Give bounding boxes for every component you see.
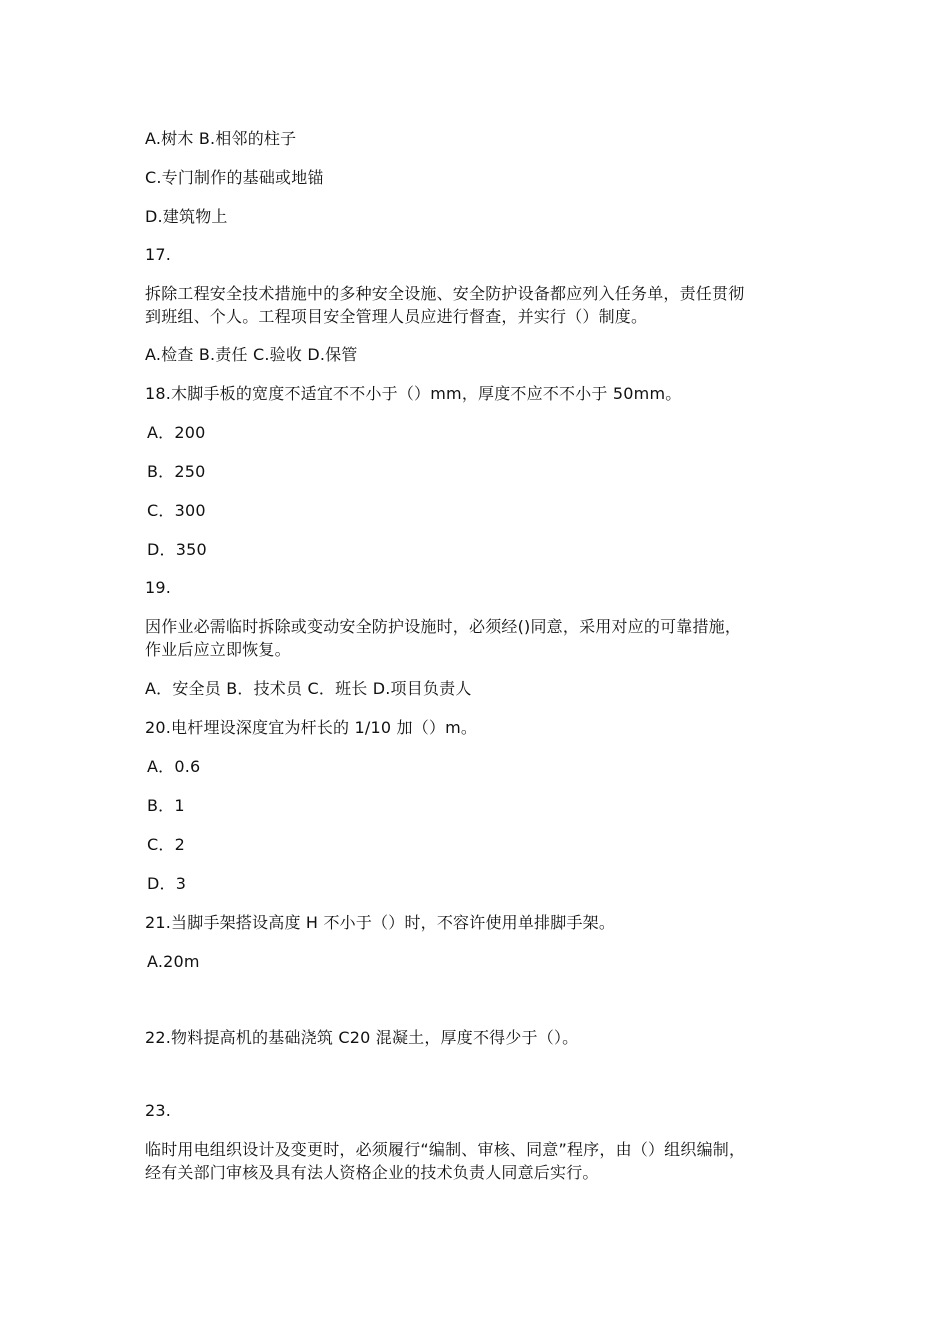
q17-number: 17. [145,245,172,264]
q18-option-a: A．200 [147,423,206,442]
q21-question: 21.当脚手架搭设高度 H 不小于（）时，不容许使用单排脚手架。 [145,913,616,932]
q20-option-b: B．1 [147,796,185,815]
q16-option-c: C.专门制作的基础或地锚 [145,168,324,187]
q20-option-a: A．0.6 [147,757,201,776]
q17-text-line1: 拆除工程安全技术措施中的多种安全设施、安全防护设备都应列入任务单，责任贯彻 [145,284,745,303]
q17-text-line2: 到班组、个人。工程项目安全管理人员应进行督查，并实行（）制度。 [145,307,648,326]
q23-text-line1: 临时用电组织设计及变更时，必须履行“编制、审核、同意”程序，由（）组织编制， [145,1140,746,1159]
q20-question: 20.电杆埋设深度宜为杆长的 1/10 加（）m。 [145,718,478,737]
q22-question: 22.物料提高机的基础浇筑 C20 混凝土，厚度不得少于（）。 [145,1028,579,1047]
q16-option-d: D.建筑物上 [145,207,228,226]
q18-question: 18.木脚手板的宽度不适宜不不小于（）mm，厚度不应不不小于 50mm。 [145,384,682,403]
q21-option-a: A.20m [147,952,200,971]
q23-number: 23. [145,1101,172,1120]
q17-options: A.检查 B.责任 C.验收 D.保管 [145,345,358,364]
q19-options: A．安全员 B．技术员 C．班长 D.项目负责人 [145,679,472,698]
q18-option-c: C．300 [147,501,206,520]
q16-options-ab: A.树木 B.相邻的柱子 [145,129,297,148]
q19-text-line2: 作业后应立即恢复。 [145,640,291,659]
q18-option-d: D．350 [147,540,207,559]
q18-option-b: B．250 [147,462,206,481]
q20-option-c: C．2 [147,835,185,854]
q19-text-line1: 因作业必需临时拆除或变动安全防护设施时，必须经()同意，采用对应的可靠措施， [145,617,742,636]
q20-option-d: D．3 [147,874,187,893]
q19-number: 19. [145,578,172,597]
q23-text-line2: 经有关部门审核及具有法人资格企业的技术负责人同意后实行。 [145,1163,599,1182]
